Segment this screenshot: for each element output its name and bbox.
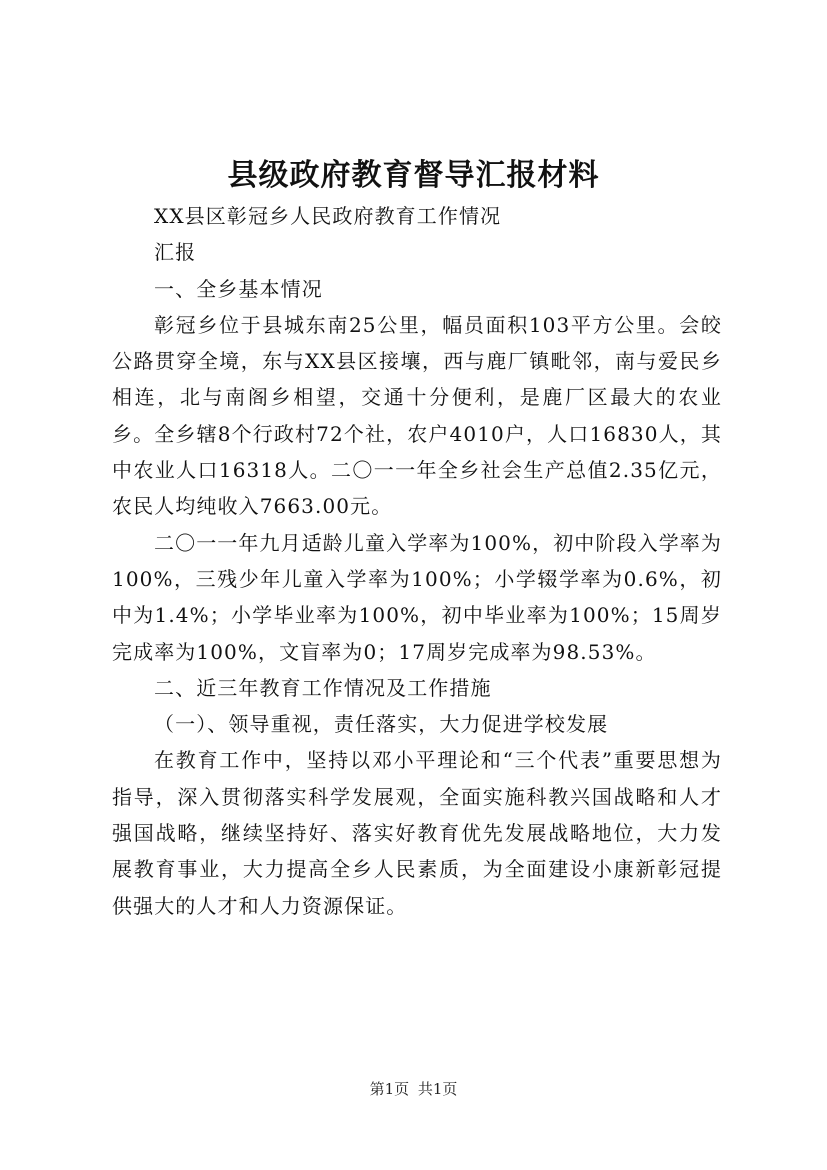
page-total: 共1页 (417, 1080, 458, 1098)
paragraph-enrollment: 二〇一一年九月适龄儿童入学率为100%，初中阶段入学率为100%，三残少年儿童入学率为100%；小学辍学率为0.6%，初中为1.4%；小学毕业率为100%，初中毕业率为100%；15周岁完成率为100%，文盲率为0；17周岁完成率为98.53%。 (112, 530, 722, 664)
paragraph-leadership: 在教育工作中，坚持以邓小平理论和“三个代表”重要思想为指导，深入贯彻落实科学发展观，全面实施科教兴国战略和人才强国战略，继续坚持好、落实好教育优先发展战略地位，大力发展教育事业，大力提高全乡人民素质，为全面建设小康新彰冠提供强大的人才和人力资源保证。 (112, 748, 722, 918)
document-body (112, 198, 722, 924)
section-heading-1: 一、全乡基本情况 (154, 276, 323, 301)
page-number: 第1页 (369, 1080, 410, 1098)
paragraph-subtitle: XX县区彰冠乡人民政府教育工作情况 (154, 204, 502, 228)
section-heading-2: 二、近三年教育工作情况及工作措施 (154, 675, 492, 700)
paragraph-basic-info: 彰冠乡位于县城东南25公里，幅员面积103平方公里。会皎公路贯穿全境，东与XX县区接壤，西与鹿厂镇毗邻，南与爱民乡相连，北与南阁乡相望，交通十分便利，是鹿厂区最大的农业乡。全乡辖8个行政村72个社，农户4010户，人口16830人，其中农业人口16318人。二〇一一年全乡社会生产总值2.35亿元，农民人均纯收入7663.00元。 (112, 312, 722, 519)
document-title: 县级政府教育督导汇报材料 (227, 158, 600, 193)
subsection-heading-1: （一）、领导重视，责任落实，大力促进学校发展 (154, 712, 609, 737)
paragraph-subtitle-cont: 汇报 (154, 240, 197, 265)
page-footer (0, 1078, 827, 1099)
